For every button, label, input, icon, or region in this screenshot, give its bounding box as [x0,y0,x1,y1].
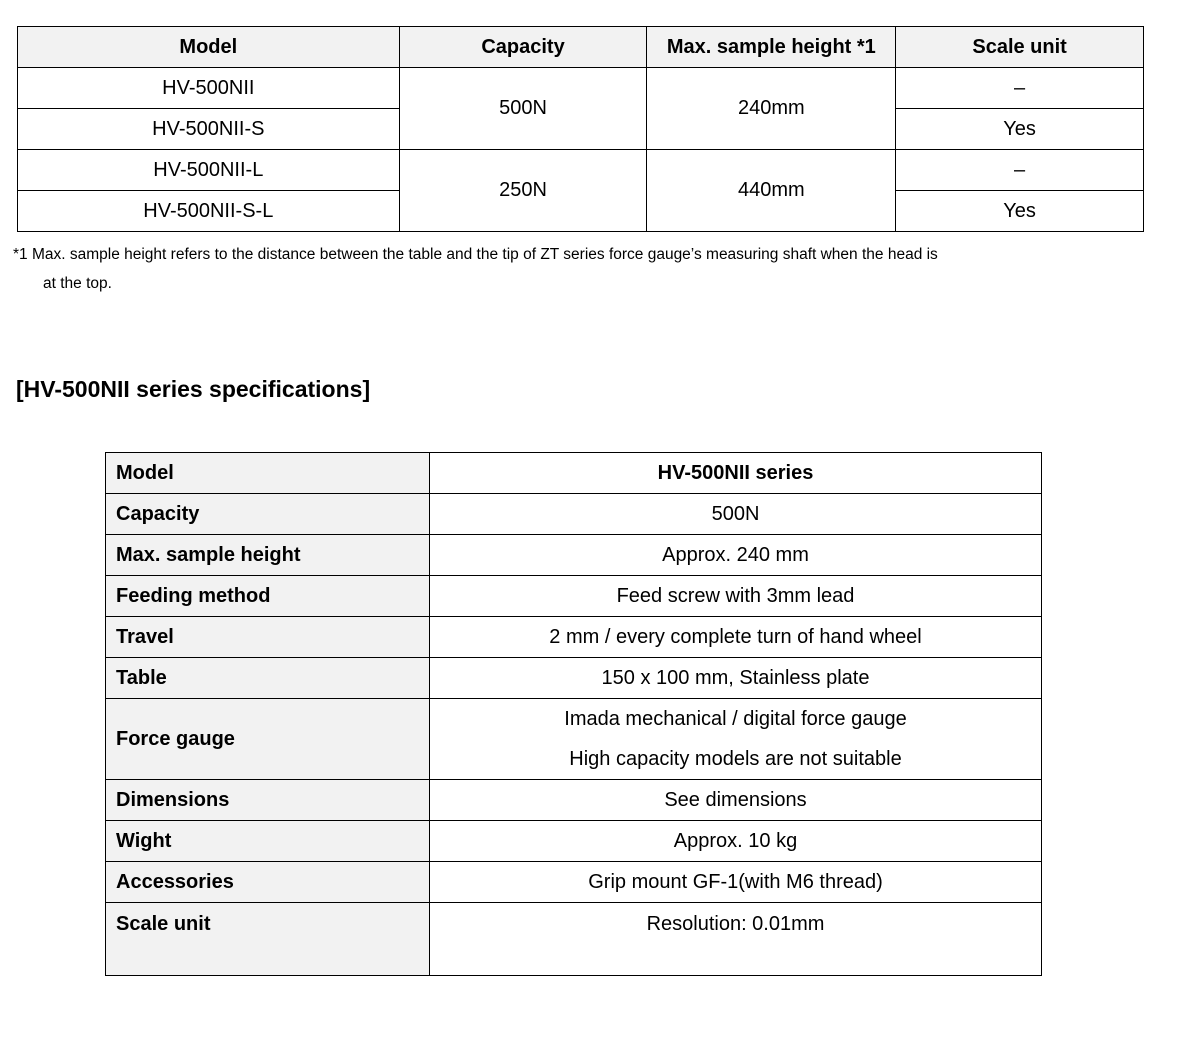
spec-row-capacity [106,494,1042,535]
spec-label: Wight [106,821,430,862]
scale-unit-cell: – [896,150,1144,191]
model-table [17,26,1144,232]
model-cell: HV-500NII-L [18,150,400,191]
spec-value [430,699,1042,780]
spec-value: 150 x 100 mm, Stainless plate [430,658,1042,699]
spec-row-table [106,658,1042,699]
spec-value: Feed screw with 3mm lead [430,576,1042,617]
spec-label: Force gauge [106,699,430,780]
spec-label: Accessories [106,862,430,903]
spec-label: Model [106,453,430,494]
header-max-sample-height: Max. sample height *1 [647,27,896,68]
spec-value: See dimensions [430,780,1042,821]
header-scale-unit: Scale unit [896,27,1144,68]
spec-value: HV-500NII series [430,453,1042,494]
spec-row-weight [106,821,1042,862]
height-cell: 440mm [647,150,896,232]
spec-row-travel [106,617,1042,658]
spec-label: Travel [106,617,430,658]
footnote-line-1: *1 Max. sample height refers to the distance between the table and the tip of ZT series force gauge’s measuring shaft when the head is [13,246,938,263]
section-title: [HV-500NII series specifications] [16,376,371,402]
footnote-line-2: at the top. [43,275,112,292]
spec-row-force-gauge [106,699,1042,780]
scale-unit-cell: Yes [896,109,1144,150]
spec-value: 2 mm / every complete turn of hand wheel [430,617,1042,658]
spec-value: Grip mount GF-1(with M6 thread) [430,862,1042,903]
spec-row-accessories [106,862,1042,903]
model-table-header-row [18,27,1144,68]
spec-value: Approx. 10 kg [430,821,1042,862]
spec-row-scale-unit [106,903,1042,976]
scale-unit-cell: – [896,68,1144,109]
spec-value: Approx. 240 mm [430,535,1042,576]
spec-label: Capacity [106,494,430,535]
spec-row-max-sample-height [106,535,1042,576]
table-row [18,68,1144,109]
model-cell: HV-500NII-S-L [18,191,400,232]
spec-value-line-2: High capacity models are not suitable [569,748,902,770]
spec-row-dimensions [106,780,1042,821]
spec-label: Scale unit [106,903,430,976]
height-cell: 240mm [647,68,896,150]
scale-unit-cell: Yes [896,191,1144,232]
spec-label: Dimensions [106,780,430,821]
table-row [18,150,1144,191]
spec-label: Feeding method [106,576,430,617]
spec-value-line-1: Imada mechanical / digital force gauge [564,708,907,730]
model-cell: HV-500NII-S [18,109,400,150]
spec-table [105,452,1042,976]
capacity-cell: 250N [399,150,647,232]
spec-label: Max. sample height [106,535,430,576]
spec-label: Table [106,658,430,699]
model-cell: HV-500NII [18,68,400,109]
header-capacity: Capacity [399,27,647,68]
capacity-cell: 500N [399,68,647,150]
spec-row-feeding-method [106,576,1042,617]
spec-row-model [106,453,1042,494]
footnote [13,240,1173,298]
spec-value: 500N [430,494,1042,535]
spec-value: Resolution: 0.01mm [430,903,1042,976]
header-model: Model [18,27,400,68]
